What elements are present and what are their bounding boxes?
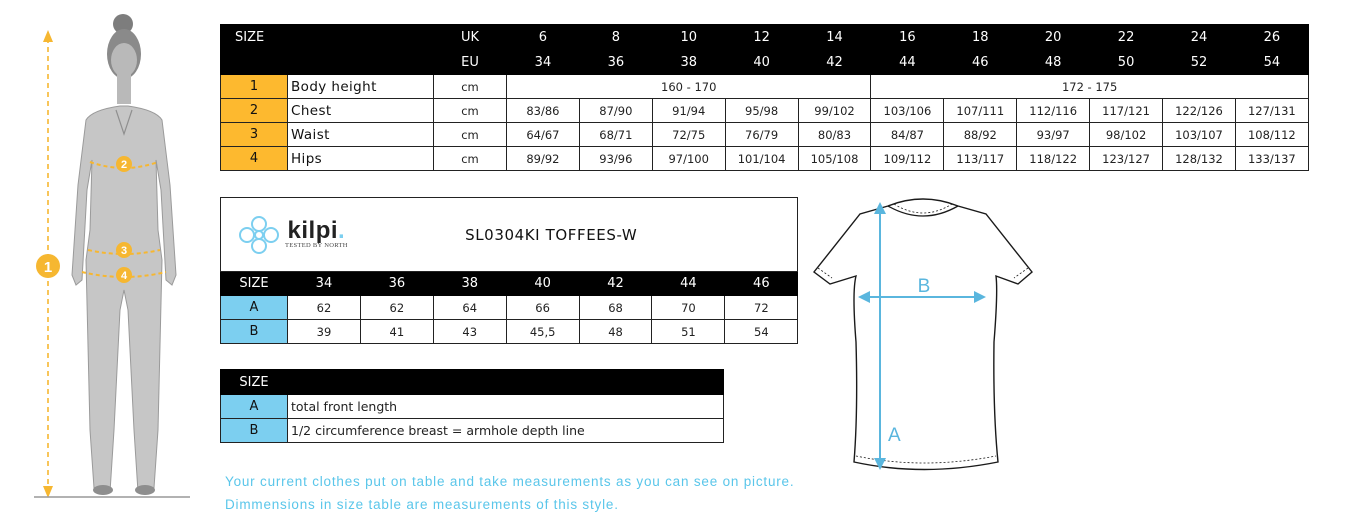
value-cell: 64 xyxy=(433,296,506,320)
eu-size: 42 xyxy=(798,50,871,75)
header-row-eu xyxy=(221,50,1309,75)
value-cell: 97/100 xyxy=(652,147,725,171)
value-cell: 123/127 xyxy=(1090,147,1163,171)
row-key: A xyxy=(221,395,288,419)
value-cell: 91/94 xyxy=(652,99,725,123)
uk-size: 8 xyxy=(579,25,652,50)
value-cell: 87/90 xyxy=(579,99,652,123)
eu-size: 36 xyxy=(579,50,652,75)
table-row-waist xyxy=(221,123,1309,147)
svg-text:2: 2 xyxy=(120,159,128,171)
value-cell: 112/116 xyxy=(1017,99,1090,123)
value-cell: 88/92 xyxy=(944,123,1017,147)
value-cell: 51 xyxy=(652,320,725,344)
unit-cell: cm xyxy=(434,75,507,99)
value-cell: 62 xyxy=(288,296,361,320)
product-code: SL0304KI TOFFEES-W xyxy=(465,225,638,244)
eu-size: 40 xyxy=(725,50,798,75)
brand-tagline: TESTED BY NORTH xyxy=(285,242,348,249)
value-cell: 72 xyxy=(725,296,798,320)
svg-text:1: 1 xyxy=(43,259,53,276)
value-cell: 41 xyxy=(360,320,433,344)
eu-size: 54 xyxy=(1235,50,1308,75)
uk-label: UK xyxy=(434,25,507,50)
value-cell: 76/79 xyxy=(725,123,798,147)
size-header: SIZE xyxy=(221,25,288,50)
size-col: 46 xyxy=(725,272,798,296)
value-cell: 93/97 xyxy=(1017,123,1090,147)
unit-cell: cm xyxy=(434,99,507,123)
value-cell: 39 xyxy=(288,320,361,344)
table-row-b xyxy=(221,320,798,344)
legend-header-row xyxy=(221,370,724,395)
value-cell: 45,5 xyxy=(506,320,579,344)
row-key: A xyxy=(221,296,288,320)
uk-size: 20 xyxy=(1017,25,1090,50)
size-col: 42 xyxy=(579,272,652,296)
table-row-body-height xyxy=(221,75,1309,99)
value-cell: 84/87 xyxy=(871,123,944,147)
eu-size: 44 xyxy=(871,50,944,75)
eu-size: 46 xyxy=(944,50,1017,75)
marker-1 xyxy=(36,254,60,278)
row-number: 2 xyxy=(221,99,288,123)
value-cell: 99/102 xyxy=(798,99,871,123)
legend-description: 1/2 circumference breast = armhole depth line xyxy=(288,419,724,443)
value-cell: 133/137 xyxy=(1235,147,1308,171)
uk-size: 16 xyxy=(871,25,944,50)
value-cell: 68 xyxy=(579,296,652,320)
uk-size: 18 xyxy=(944,25,1017,50)
row-label: Waist xyxy=(288,123,434,147)
value-cell: 113/117 xyxy=(944,147,1017,171)
tshirt-diagram xyxy=(808,192,1038,482)
row-number: 1 xyxy=(221,75,288,99)
eu-size: 38 xyxy=(652,50,725,75)
value-cell: 93/96 xyxy=(579,147,652,171)
product-size-table xyxy=(220,197,798,344)
value-cell: 83/86 xyxy=(507,99,580,123)
value-cell: 117/121 xyxy=(1090,99,1163,123)
table-row-chest xyxy=(221,99,1309,123)
marker-2 xyxy=(116,156,132,172)
header-row-uk xyxy=(221,25,1309,50)
value-cell: 107/111 xyxy=(944,99,1017,123)
uk-size: 6 xyxy=(507,25,580,50)
value-cell: 118/122 xyxy=(1017,147,1090,171)
value-cell: 70 xyxy=(652,296,725,320)
marker-3 xyxy=(116,242,132,258)
row-key: B xyxy=(221,320,288,344)
value-cell: 122/126 xyxy=(1163,99,1236,123)
value-cell: 103/106 xyxy=(871,99,944,123)
brand-dot: . xyxy=(338,217,346,244)
value-cell: 101/104 xyxy=(725,147,798,171)
row-label: Chest xyxy=(288,99,434,123)
unit-cell: cm xyxy=(434,147,507,171)
legend-row-a xyxy=(221,395,724,419)
size-header: SIZE xyxy=(221,370,288,395)
note-line-1: Your current clothes put on table and take measurements as you can see on picture. xyxy=(225,474,795,489)
height-range-cell: 160 - 170 xyxy=(507,75,871,99)
uk-size: 14 xyxy=(798,25,871,50)
uk-size: 10 xyxy=(652,25,725,50)
uk-size: 12 xyxy=(725,25,798,50)
note-line-2: Dimmensions in size table are measurements of this style. xyxy=(225,497,619,512)
brand-name: kilpi xyxy=(287,217,339,244)
row-number: 3 xyxy=(221,123,288,147)
size-col: 40 xyxy=(506,272,579,296)
legend-row-b xyxy=(221,419,724,443)
value-cell: 62 xyxy=(360,296,433,320)
value-cell: 128/132 xyxy=(1163,147,1236,171)
value-cell: 109/112 xyxy=(871,147,944,171)
value-cell: 108/112 xyxy=(1235,123,1308,147)
value-cell: 68/71 xyxy=(579,123,652,147)
eu-size: 34 xyxy=(507,50,580,75)
eu-label: EU xyxy=(434,50,507,75)
value-cell: 64/67 xyxy=(507,123,580,147)
value-cell: 66 xyxy=(506,296,579,320)
size-header: SIZE xyxy=(221,272,288,296)
row-label: Hips xyxy=(288,147,434,171)
value-cell: 103/107 xyxy=(1163,123,1236,147)
size-col: 34 xyxy=(288,272,361,296)
body-figure xyxy=(20,10,200,505)
row-label: Body height xyxy=(288,75,434,99)
label-a: A xyxy=(888,425,901,446)
brand-logo xyxy=(237,215,348,255)
eu-size: 52 xyxy=(1163,50,1236,75)
value-cell: 43 xyxy=(433,320,506,344)
instruction-notes xyxy=(225,470,794,516)
eu-size: 50 xyxy=(1090,50,1163,75)
size-col: 44 xyxy=(652,272,725,296)
table-row-a xyxy=(221,296,798,320)
uk-size: 26 xyxy=(1235,25,1308,50)
body-size-table xyxy=(220,24,1309,171)
svg-text:4: 4 xyxy=(120,270,128,282)
legend-description: total front length xyxy=(288,395,724,419)
value-cell: 72/75 xyxy=(652,123,725,147)
value-cell: 95/98 xyxy=(725,99,798,123)
table-row-hips xyxy=(221,147,1309,171)
unit-cell: cm xyxy=(434,123,507,147)
measurement-legend-table xyxy=(220,369,724,443)
value-cell: 80/83 xyxy=(798,123,871,147)
label-b: B xyxy=(917,276,931,297)
size-col: 38 xyxy=(433,272,506,296)
row-number: 4 xyxy=(221,147,288,171)
value-cell: 89/92 xyxy=(507,147,580,171)
value-cell: 98/102 xyxy=(1090,123,1163,147)
brand-row xyxy=(221,198,798,272)
row-key: B xyxy=(221,419,288,443)
uk-size: 22 xyxy=(1090,25,1163,50)
uk-size: 24 xyxy=(1163,25,1236,50)
value-cell: 48 xyxy=(579,320,652,344)
product-header-row xyxy=(221,272,798,296)
eu-size: 48 xyxy=(1017,50,1090,75)
tshirt-outline xyxy=(814,199,1032,470)
value-cell: 54 xyxy=(725,320,798,344)
value-cell: 127/131 xyxy=(1235,99,1308,123)
size-col: 36 xyxy=(360,272,433,296)
value-cell: 105/108 xyxy=(798,147,871,171)
height-range-cell: 172 - 175 xyxy=(871,75,1308,99)
svg-text:3: 3 xyxy=(120,245,128,257)
kilpi-knot-icon xyxy=(237,215,281,255)
marker-4 xyxy=(116,267,132,283)
